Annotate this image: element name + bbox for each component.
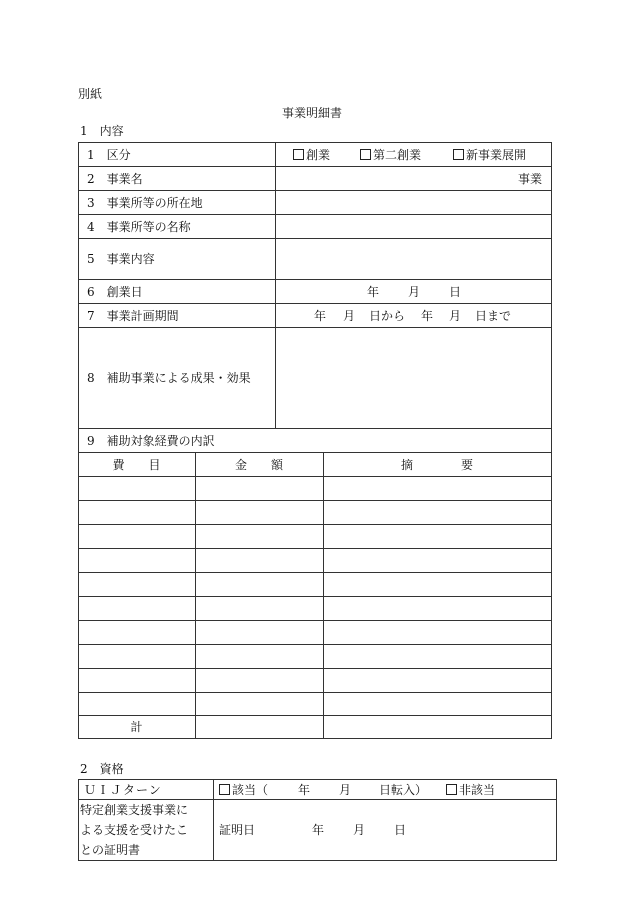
period-start-day: 日から bbox=[369, 309, 406, 323]
period-start-month: 月 bbox=[343, 309, 356, 323]
option-startup[interactable]: 創業 bbox=[293, 148, 330, 162]
period-start-year: 年 bbox=[314, 309, 327, 323]
uij-turn-label: ＵＩＪターン bbox=[84, 783, 162, 797]
founding-day: 日 bbox=[449, 285, 462, 299]
section-2-heading: 2 資格 bbox=[80, 762, 124, 776]
period-end-day: 日まで bbox=[475, 309, 512, 323]
row-office-name-label: 4 事業所等の名称 bbox=[87, 220, 191, 234]
checkbox-icon[interactable] bbox=[219, 784, 230, 795]
period-end-year: 年 bbox=[421, 309, 434, 323]
attachment-label: 別紙 bbox=[78, 87, 103, 101]
option-second-startup[interactable]: 第二創業 bbox=[360, 148, 421, 162]
checkbox-icon[interactable] bbox=[360, 149, 371, 160]
row-cost-breakdown-label: 9 補助対象経費の内訳 bbox=[87, 434, 215, 448]
row-business-content-label: 5 事業内容 bbox=[87, 252, 155, 266]
row-founding-date-label: 6 創業日 bbox=[87, 285, 143, 299]
checkbox-icon[interactable] bbox=[293, 149, 304, 160]
option-new-business[interactable]: 新事業展開 bbox=[453, 148, 526, 162]
certificate-day: 日 bbox=[394, 823, 407, 837]
row-results-label: 8 補助事業による成果・効果 bbox=[87, 371, 251, 385]
section-1-heading: 1 内容 bbox=[80, 124, 124, 138]
checkbox-icon[interactable] bbox=[453, 149, 464, 160]
cost-header-amount: 金 額 bbox=[234, 458, 283, 472]
certificate-label-line2: よる支援を受けたこ bbox=[80, 823, 189, 837]
certificate-month: 月 bbox=[353, 823, 366, 837]
business-name-suffix: 事業 bbox=[518, 172, 543, 186]
uij-not-applicable-option[interactable]: 非該当 bbox=[446, 783, 495, 797]
row-plan-period-label: 7 事業計画期間 bbox=[87, 309, 179, 323]
uij-year: 年 bbox=[298, 783, 311, 797]
row-business-name-label: 2 事業名 bbox=[87, 172, 143, 186]
cost-header-note: 摘 要 bbox=[400, 458, 473, 472]
certificate-date-label: 証明日 bbox=[219, 823, 256, 837]
founding-month: 月 bbox=[408, 285, 421, 299]
founding-year: 年 bbox=[367, 285, 380, 299]
row-category-label: 1 区分 bbox=[87, 148, 131, 162]
period-end-month: 月 bbox=[449, 309, 462, 323]
document-title: 事業明細書 bbox=[282, 106, 343, 120]
uij-applicable-option[interactable]: 該当（ bbox=[219, 783, 268, 797]
certificate-label-line3: との証明書 bbox=[80, 843, 141, 857]
certificate-label-line1: 特定創業支援事業に bbox=[80, 803, 189, 817]
cost-header-item: 費 目 bbox=[112, 458, 161, 472]
certificate-year: 年 bbox=[312, 823, 325, 837]
uij-month: 月 bbox=[339, 783, 352, 797]
total-label: 計 bbox=[130, 720, 143, 734]
uij-transfer-day: 日転入） bbox=[379, 783, 428, 797]
row-address-label: 3 事業所等の所在地 bbox=[87, 196, 203, 210]
checkbox-icon[interactable] bbox=[446, 784, 457, 795]
